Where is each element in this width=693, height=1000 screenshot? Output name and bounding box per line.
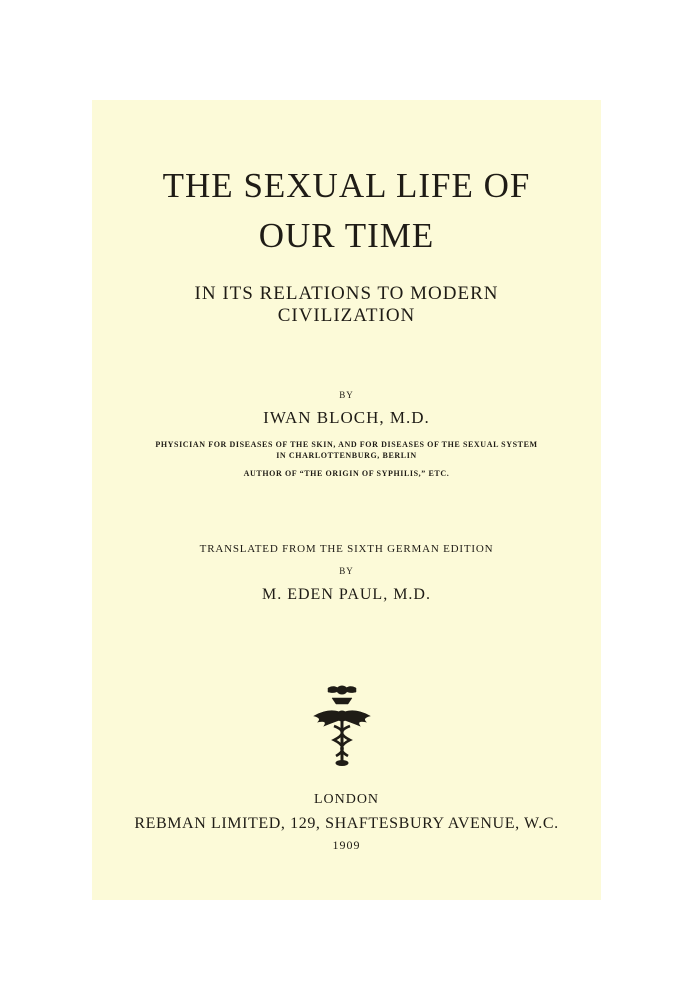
author-credential-2: IN CHARLOTTENBURG, BERLIN [276,451,417,460]
translation-by: BY [339,566,354,576]
imprint-year: 1909 [332,838,361,852]
title-page [92,100,601,900]
title-line-2: OUR TIME [258,216,435,255]
caduceus-icon [310,682,374,766]
imprint-publisher: REBMAN LIMITED, 129, SHAFTESBURY AVENUE, W.C. [134,815,559,832]
subtitle-line-1: IN ITS RELATIONS TO MODERN [194,283,499,304]
author-credential-3: AUTHOR OF “THE ORIGIN OF SYPHILIS,” ETC. [243,469,450,478]
translation-note: TRANSLATED FROM THE SIXTH GERMAN EDITION [199,543,494,555]
author-name: IWAN BLOCH, M.D. [263,408,430,427]
author-credential-1: PHYSICIAN FOR DISEASES OF THE SKIN, AND FOR DISEASES OF THE SEXUAL SYSTEM [155,440,538,449]
subtitle-line-2: CIVILIZATION [277,305,416,326]
imprint-place: LONDON [313,792,380,807]
author-by: BY [339,390,354,400]
translator-name: M. EDEN PAUL, M.D. [262,586,431,603]
title-line-1: THE SEXUAL LIFE OF [162,166,531,205]
